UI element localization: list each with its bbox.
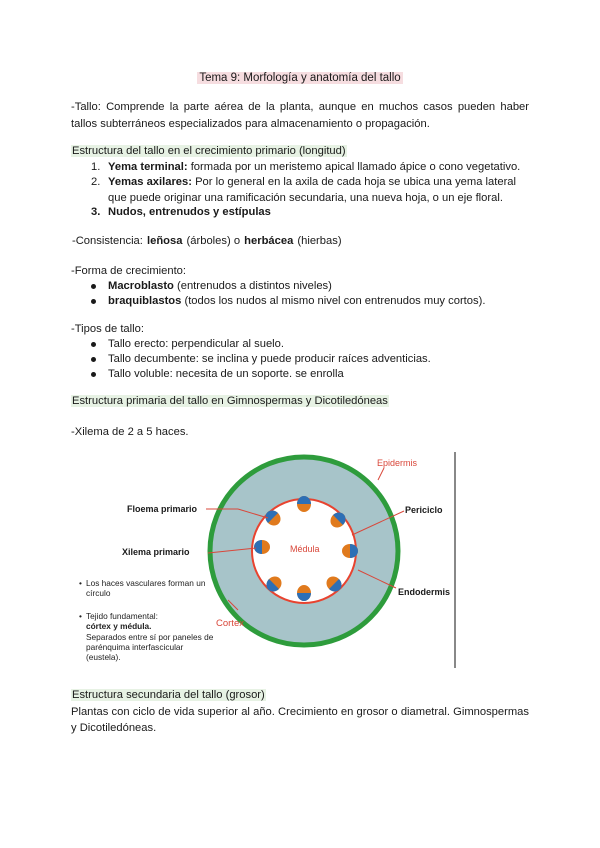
tipos-heading: -Tipos de tallo: bbox=[71, 323, 144, 335]
term-bold: Yema terminal: bbox=[108, 161, 188, 173]
label-periciclo: Periciclo bbox=[405, 505, 443, 515]
bullet-icon bbox=[91, 284, 96, 289]
bullet-icon bbox=[91, 357, 96, 362]
vascular-bundle bbox=[342, 544, 358, 558]
bullet-icon bbox=[91, 372, 96, 377]
consistencia-line: -Consistencia: leñosa (árboles) o herbácea (hierbas) bbox=[72, 235, 342, 247]
page-title: Tema 9: Morfología y anatomía del tallo bbox=[199, 72, 401, 84]
term-bold: Yemas axilares: bbox=[108, 176, 192, 188]
label-floema-primario: Floema primario bbox=[127, 504, 198, 514]
vascular-bundle bbox=[297, 585, 311, 601]
section-heading-gimnospermas: Estructura primaria del tallo en Gimnospermas y Dicotiledóneas bbox=[72, 395, 388, 407]
vascular-bundle bbox=[254, 540, 270, 554]
figure-note-tejido: • Tejido fundamental: córtex y médula. Separados entre sí por paneles de parénquima interfascicular (eustela). bbox=[79, 611, 214, 663]
label-medula: Médula bbox=[290, 544, 320, 554]
vascular-bundle bbox=[297, 496, 311, 512]
figure-note-haces: • Los haces vasculares forman un círculo bbox=[79, 578, 206, 599]
label-xilema-primario: Xilema primario bbox=[122, 547, 190, 557]
section-heading-primary-growth: Estructura del tallo en el crecimiento primario (longitud) bbox=[72, 145, 346, 157]
xilema-line: -Xilema de 2 a 5 haces. bbox=[71, 426, 189, 438]
forma-heading: -Forma de crecimiento: bbox=[71, 265, 187, 277]
intro-paragraph: -Tallo: Comprende la parte aérea de la planta, aunque en muchos casos pueden haber tallos subterráneos especializados para almacenamiento o propagación. bbox=[71, 101, 529, 130]
label-endodermis: Endodermis bbox=[398, 587, 451, 597]
bullet-icon bbox=[91, 299, 96, 304]
secondary-paragraph: Plantas con ciclo de vida superior al año. Crecimiento en grosor o diametral. Gimnospermas y Dicotiledóneas. bbox=[71, 706, 529, 734]
term-bold: Nudos, entrenudos y estípulas bbox=[108, 206, 271, 218]
bullet-icon bbox=[91, 342, 96, 347]
label-cortex: Cortex bbox=[216, 618, 244, 629]
label-epidermis: Epidermis bbox=[377, 458, 418, 468]
section-heading-secondary: Estructura secundaria del tallo (grosor) bbox=[72, 689, 265, 701]
